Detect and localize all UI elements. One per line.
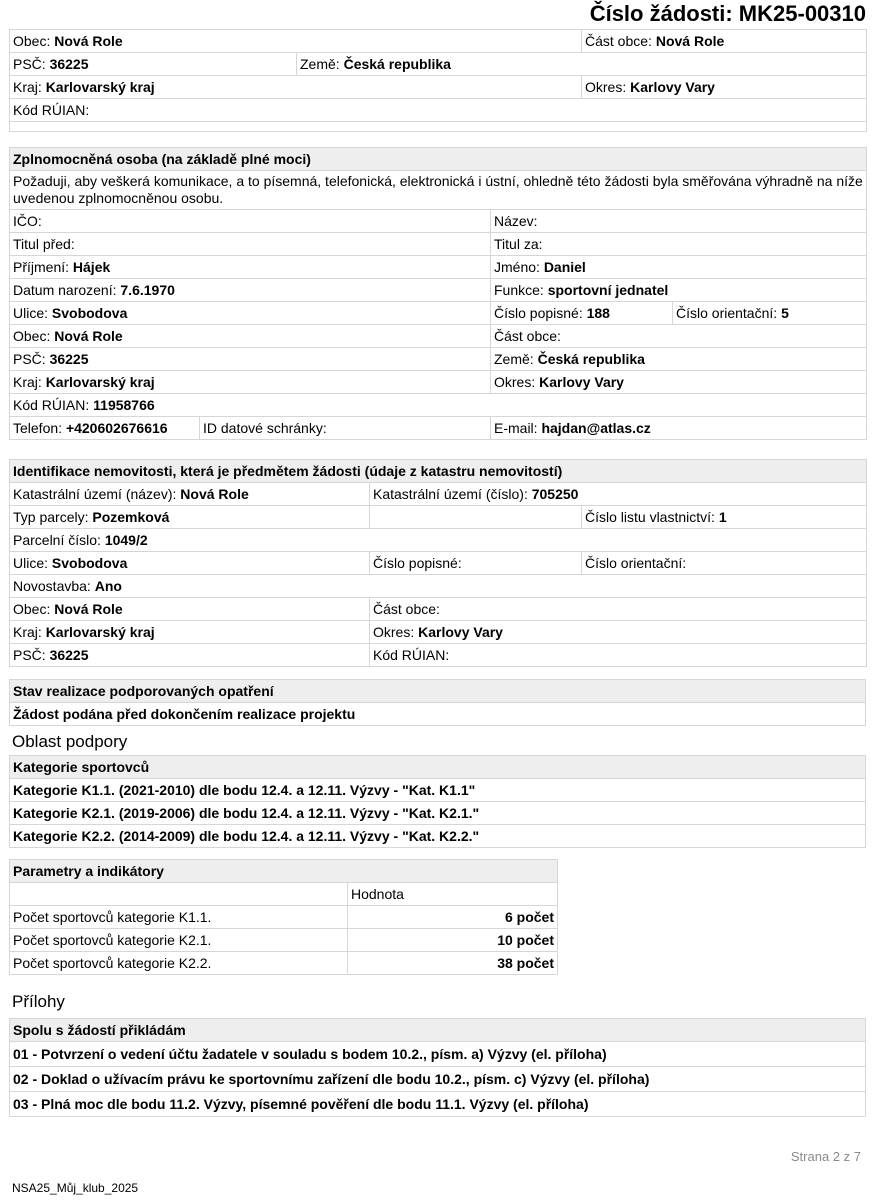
- proxy-heading: Zplnomocněná osoba (na základě plné moci): [10, 148, 867, 171]
- datova-schranka-field: ID datové schránky:: [200, 417, 491, 440]
- proxy-statement: Požaduji, aby veškerá komunikace, a to písemná, telefonická, elektronická i ústní, ohledně této žádosti byla směřována výhradně na níže uvedenou zplnomocněnou osobu.: [10, 171, 867, 210]
- empty-cell: [370, 506, 582, 529]
- okres-field: Okres: Karlovy Vary: [370, 621, 867, 644]
- okres-field: Okres: Karlovy Vary: [491, 371, 867, 394]
- obec-field: Obec: Nová Role: [10, 30, 582, 53]
- attachments-heading: Spolu s žádostí přikládám: [10, 1019, 866, 1042]
- parameter-label: Počet sportovců kategorie K2.1.: [10, 929, 348, 952]
- kraj-field: Kraj: Karlovarský kraj: [10, 371, 491, 394]
- prijmeni-field: Příjmení: Hájek: [10, 256, 491, 279]
- cislo-orientacni-field: Číslo orientační:: [582, 552, 867, 575]
- cast-obce-field: Část obce:: [370, 598, 867, 621]
- ulice-field: Ulice: Svobodova: [10, 302, 491, 325]
- cislo-popisne-field: Číslo popisné: 188: [491, 302, 673, 325]
- cislo-orientacni-field: Číslo orientační: 5: [673, 302, 867, 325]
- realization-value: Žádost podána před dokončením realizace projektu: [10, 703, 866, 726]
- attachments-title: Přílohy: [12, 992, 65, 1011]
- document-code: NSA25_Můj_klub_2025: [12, 1181, 139, 1195]
- datum-narozeni-field: Datum narození: 7.6.1970: [10, 279, 491, 302]
- email-field: E-mail: hajdan@atlas.cz: [491, 417, 867, 440]
- attachment-item: 02 - Doklad o užívacím právu ke sportovnímu zařízení dle bodu 10.2., písm. c) Výzvy (el. příloha): [10, 1067, 866, 1092]
- titul-za-field: Titul za:: [491, 233, 867, 256]
- obec-field: Obec: Nová Role: [10, 325, 491, 348]
- telefon-field: Telefon: +420602676616: [10, 417, 200, 440]
- applicant-address-section: [9, 29, 866, 132]
- ruian-field: Kód RÚIAN:: [370, 644, 867, 667]
- novostavba-field: Novostavba: Ano: [10, 575, 867, 598]
- property-heading: Identifikace nemovitosti, která je předmětem žádosti (údaje z katastru nemovitostí): [10, 460, 867, 483]
- athlete-categories-section: [9, 755, 866, 848]
- titul-pred-field: Titul před:: [10, 233, 491, 256]
- psc-field: PSČ: 36225: [10, 53, 297, 76]
- value-column-header: Hodnota: [348, 883, 558, 906]
- cast-obce-field: Část obce:: [491, 325, 867, 348]
- parameter-label: Počet sportovců kategorie K2.2.: [10, 952, 348, 975]
- typ-parcely-field: Typ parcely: Pozemková: [10, 506, 370, 529]
- ulice-field: Ulice: Svobodova: [10, 552, 370, 575]
- parameter-value: 10 počet: [348, 929, 558, 952]
- ku-cislo-field: Katastrální území (číslo): 705250: [370, 483, 867, 506]
- parameter-label: Počet sportovců kategorie K1.1.: [10, 906, 348, 929]
- attachment-item: 03 - Plná moc dle bodu 11.2. Výzvy, písemné pověření dle bodu 11.1. Výzvy (el. příloha): [10, 1092, 866, 1117]
- categories-heading: Kategorie sportovců: [10, 756, 866, 779]
- category-item: Kategorie K1.1. (2021-2010) dle bodu 12.4. a 12.11. Výzvy - "Kat. K1.1": [10, 779, 866, 802]
- application-number-title: Číslo žádosti: MK25-00310: [589, 1, 866, 26]
- parcelni-cislo-field: Parcelní číslo: 1049/2: [10, 529, 867, 552]
- category-item: Kategorie K2.2. (2014-2009) dle bodu 12.4. a 12.11. Výzvy - "Kat. K2.2.": [10, 825, 866, 848]
- kraj-field: Kraj: Karlovarský kraj: [10, 621, 370, 644]
- cast-obce-field: Část obce: Nová Role: [582, 30, 867, 53]
- zeme-field: Země: Česká republika: [491, 348, 867, 371]
- psc-field: PSČ: 36225: [10, 644, 370, 667]
- category-item: Kategorie K2.1. (2019-2006) dle bodu 12.4. a 12.11. Výzvy - "Kat. K2.1.": [10, 802, 866, 825]
- list-vlastnictvi-field: Číslo listu vlastnictví: 1: [582, 506, 867, 529]
- nazev-field: Název:: [491, 210, 867, 233]
- funkce-field: Funkce: sportovní jednatel: [491, 279, 867, 302]
- spacer-row: [10, 122, 867, 132]
- support-area-title: Oblast podpory: [12, 732, 128, 751]
- obec-field: Obec: Nová Role: [10, 598, 370, 621]
- ku-nazev-field: Katastrální území (název): Nová Role: [10, 483, 370, 506]
- ruian-field: Kód RÚIAN: 11958766: [10, 394, 867, 417]
- zeme-field: Země: Česká republika: [297, 53, 867, 76]
- realization-heading: Stav realizace podporovaných opatření: [10, 680, 866, 703]
- cislo-popisne-field: Číslo popisné:: [370, 552, 582, 575]
- parameters-section: [9, 859, 557, 975]
- ico-field: IČO:: [10, 210, 491, 233]
- ruian-field: Kód RÚIAN:: [10, 99, 867, 122]
- page-number: Strana 2 z 7: [790, 1149, 861, 1164]
- jmeno-field: Jméno: Daniel: [491, 256, 867, 279]
- parameters-heading: Parametry a indikátory: [10, 860, 558, 883]
- parameters-header-empty: [10, 883, 348, 906]
- parameter-value: 38 počet: [348, 952, 558, 975]
- attachments-section: [9, 1018, 866, 1117]
- okres-field: Okres: Karlovy Vary: [582, 76, 867, 99]
- realization-section: [9, 679, 866, 726]
- kraj-field: Kraj: Karlovarský kraj: [10, 76, 582, 99]
- attachment-item: 01 - Potvrzení o vedení účtu žadatele v souladu s bodem 10.2., písm. a) Výzvy (el. příloha): [10, 1042, 866, 1067]
- parameter-value: 6 počet: [348, 906, 558, 929]
- property-section: [9, 459, 866, 667]
- proxy-section: [9, 147, 866, 440]
- psc-field: PSČ: 36225: [10, 348, 491, 371]
